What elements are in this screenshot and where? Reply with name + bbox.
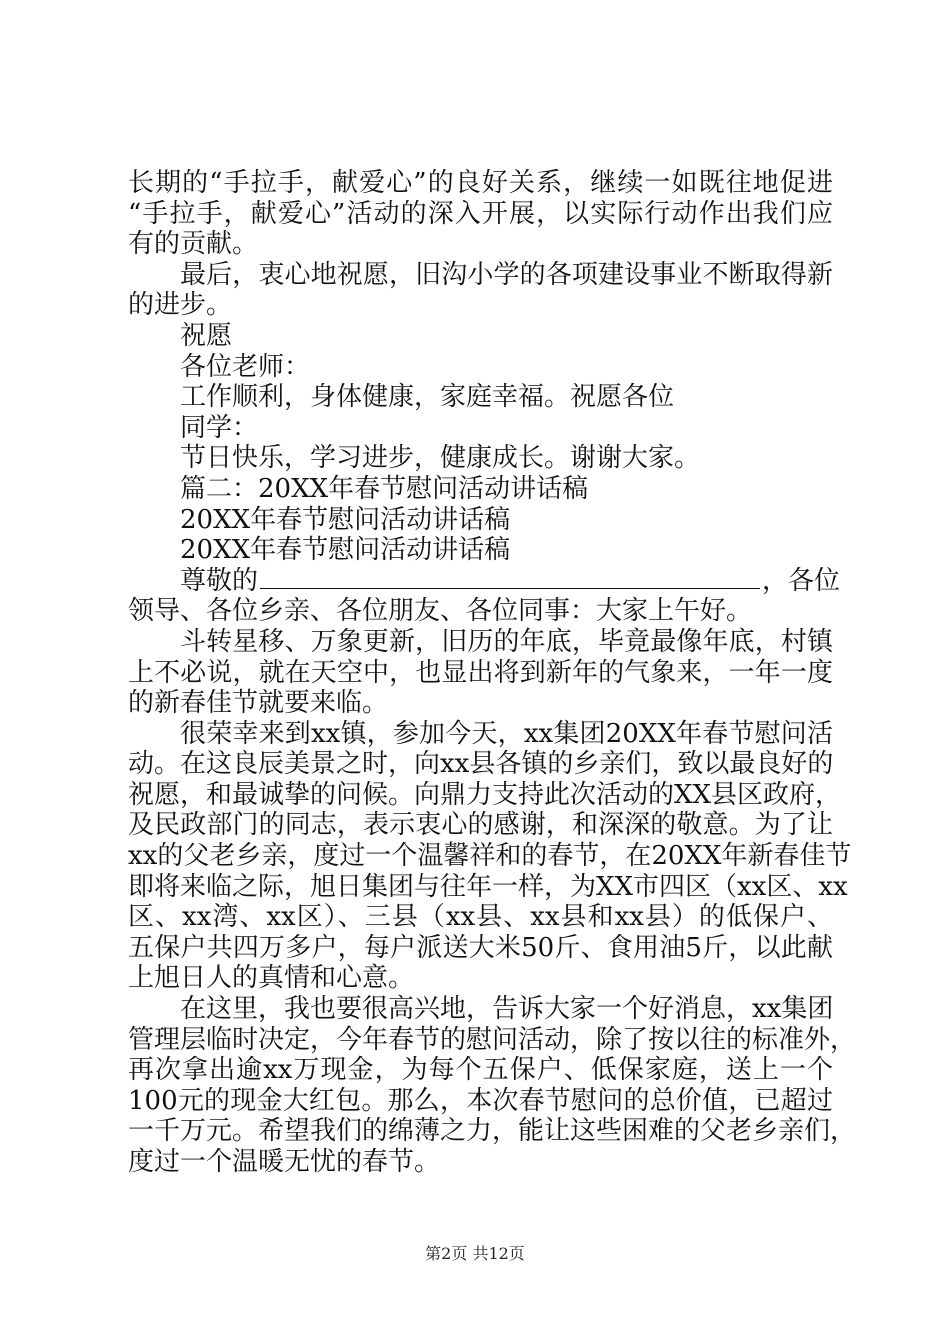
text-line: 的新春佳节就要来临。	[128, 688, 389, 719]
text-line: 很荣幸来到xx镇，参加今天，xx集团20XX年春节慰问活	[180, 718, 833, 749]
salutation-prefix: 尊敬的	[180, 565, 259, 596]
section-heading: 篇二：20XX年春节慰问活动讲话稿	[180, 473, 589, 504]
text-line: 工作顺利，身体健康，家庭幸福。祝愿各位	[180, 382, 675, 413]
speech-title: 20XX年春节慰问活动讲话稿	[180, 504, 511, 535]
text-line: 同学：	[180, 412, 259, 443]
text-line: 有的贡献。	[128, 229, 259, 260]
page-number-footer: 第2页 共12页	[425, 1244, 525, 1263]
text-line: 及民政部门的同志，表示衷心的感谢，和深深的敬意。为了让	[128, 810, 833, 841]
text-line: 再次拿出逾xx万现金，为每个五保户、低保家庭，送上一个	[128, 1055, 833, 1086]
text-line: 即将来临之际，旭日集团与往年一样，为XX市四区（xx区、xx	[128, 871, 848, 902]
text-line: 上不必说，就在天空中，也显出将到新年的气象来，一年一度	[128, 657, 833, 688]
fill-in-blank	[260, 566, 760, 589]
text-line: xx的父老乡亲，度过一个温馨祥和的春节，在20XX年新春佳节	[128, 841, 852, 872]
text-line: “手拉手，献爱心”活动的深入开展，以实际行动作出我们应	[128, 198, 833, 229]
speech-title: 20XX年春节慰问活动讲话稿	[180, 535, 511, 566]
text-line: 一千万元。希望我们的绵薄之力，能让这些困难的父老乡亲们，	[128, 1116, 857, 1147]
text-line: 节日快乐，学习进步，健康成长。谢谢大家。	[180, 443, 701, 474]
text-line: 100元的现金大红包。那么，本次春节慰问的总价值，已超过	[128, 1085, 833, 1116]
text-line: 上旭日人的真情和心意。	[128, 963, 415, 994]
salutation-suffix: ，各位	[762, 565, 841, 596]
text-line: 五保户共四万多户，每户派送大米50斤、食用油5斤，以此献	[128, 932, 833, 963]
text-line: 领导、各位乡亲、各位朋友、各位同事：大家上午好。	[128, 596, 753, 627]
text-line: 最后，衷心地祝愿，旧沟小学的各项建设事业不断取得新	[180, 259, 833, 290]
text-line: 祝愿，和最诚挚的问候。向鼎力支持此次活动的XX县区政府，	[128, 779, 842, 810]
text-line: 各位老师：	[180, 351, 311, 382]
salutation-line	[128, 565, 841, 597]
text-line: 的进步。	[128, 290, 233, 321]
text-line: 斗转星移、万象更新，旧历的年底，毕竟最像年底，村镇	[180, 626, 833, 657]
text-line: 区、xx湾、xx区）、三县（xx县、xx县和xx县）的低保户、	[128, 902, 833, 933]
text-line: 管理层临时决定，今年春节的慰问活动，除了按以往的标准外，	[128, 1024, 857, 1055]
text-line: 动。在这良辰美景之时，向xx县各镇的乡亲们，致以最良好的	[128, 749, 834, 780]
text-line: 度过一个温暖无忧的春节。	[128, 1147, 441, 1177]
text-line: 长期的“手拉手，献爱心”的良好关系，继续一如既往地促进	[128, 168, 833, 198]
text-line: 祝愿	[180, 320, 233, 351]
text-line: 在这里，我也要很高兴地，告诉大家一个好消息，xx集团	[180, 994, 834, 1025]
document-body	[128, 168, 857, 1178]
